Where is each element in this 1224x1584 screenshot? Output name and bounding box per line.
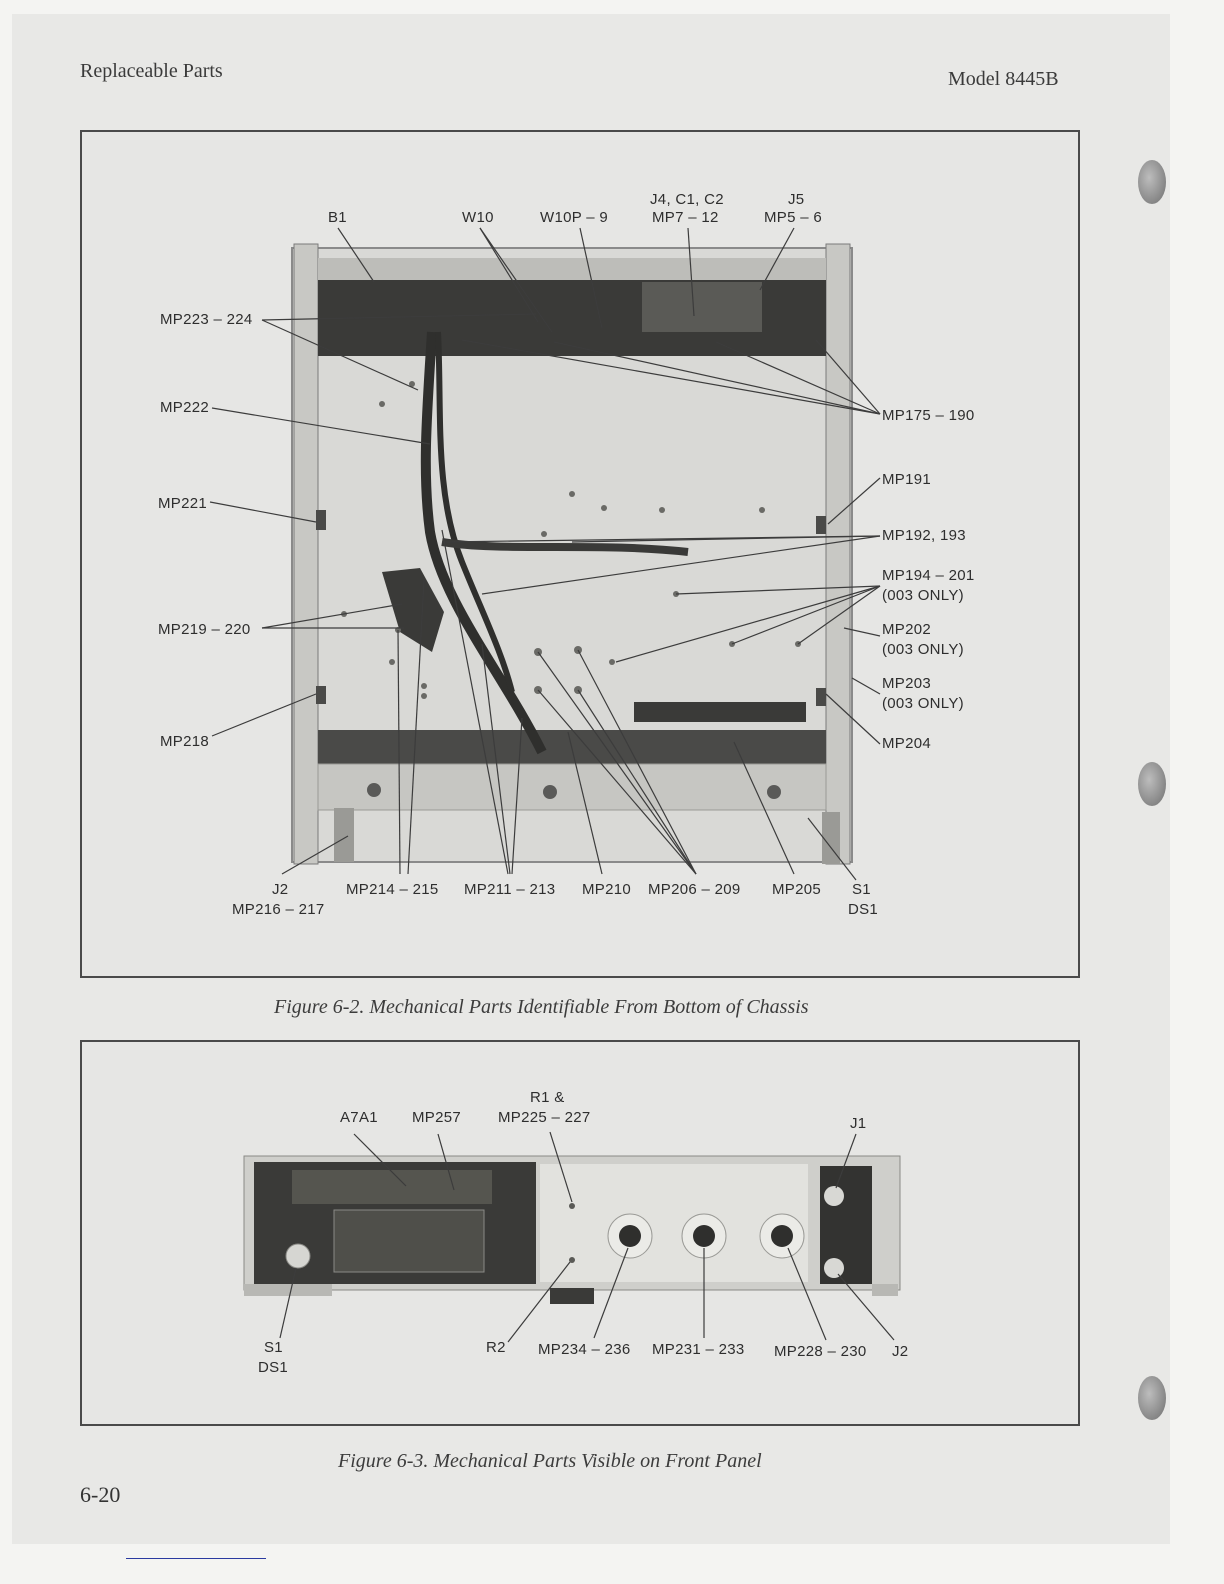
label-ds1: DS1	[258, 1359, 289, 1376]
label-w10: W10	[462, 209, 494, 226]
label-j2: J2	[892, 1343, 909, 1360]
label-mp191: MP191	[882, 471, 932, 488]
label-s1: S1	[852, 881, 871, 898]
front-panel-photo	[82, 1042, 1078, 1424]
label-r2: R2	[486, 1339, 506, 1356]
label-mp225: MP225 – 227	[498, 1109, 591, 1126]
figure-6-3-caption: Figure 6-3. Mechanical Parts Visible on Front Panel	[338, 1450, 762, 1472]
label-mp219: MP219 – 220	[158, 621, 251, 638]
label-mp5: MP5 – 6	[764, 209, 822, 226]
label-mp206: MP206 – 209	[648, 881, 741, 898]
figure-6-2-caption: Figure 6-2. Mechanical Parts Identifiable From Bottom of Chassis	[274, 996, 809, 1018]
label-mp7: MP7 – 12	[652, 209, 719, 226]
label-mp231: MP231 – 233	[652, 1341, 745, 1358]
label-mp203: MP203	[882, 675, 932, 692]
label-mp223: MP223 – 224	[160, 311, 253, 328]
label-mp216: MP216 – 217	[232, 901, 325, 918]
label-mp202: MP202	[882, 621, 932, 638]
figure-6-2-frame	[80, 130, 1080, 978]
section-header: Replaceable Parts	[80, 60, 223, 82]
label-b1: B1	[328, 209, 347, 226]
label-j5: J5	[788, 191, 805, 208]
chassis-bottom-photo	[82, 132, 1078, 976]
label-j2: J2	[272, 881, 289, 898]
label-mp202-note: (003 ONLY)	[882, 641, 964, 658]
binder-hole	[1138, 762, 1166, 806]
model-header: Model 8445B	[948, 68, 1059, 90]
label-a7a1: A7A1	[340, 1109, 378, 1126]
label-mp228: MP228 – 230	[774, 1343, 867, 1360]
label-w10p: W10P – 9	[540, 209, 608, 226]
label-r1: R1 &	[530, 1089, 565, 1106]
label-mp194-note: (003 ONLY)	[882, 587, 964, 604]
binder-hole	[1138, 1376, 1166, 1420]
label-mp211: MP211 – 213	[464, 881, 556, 898]
figure-6-3-frame	[80, 1040, 1080, 1426]
label-mp194: MP194 – 201	[882, 567, 975, 584]
page-number: 6-20	[80, 1482, 121, 1507]
label-j4-c1-c2: J4, C1, C2	[650, 191, 724, 208]
label-s1: S1	[264, 1339, 283, 1356]
label-mp192: MP192, 193	[882, 527, 966, 544]
label-mp210: MP210	[582, 881, 632, 898]
binder-hole	[1138, 160, 1166, 204]
label-mp222: MP222	[160, 399, 210, 416]
label-ds1: DS1	[848, 901, 879, 918]
label-j1: J1	[850, 1115, 867, 1132]
label-mp175: MP175 – 190	[882, 407, 975, 424]
label-mp218: MP218	[160, 733, 210, 750]
label-mp203-note: (003 ONLY)	[882, 695, 964, 712]
footer-rule	[126, 1558, 266, 1559]
label-mp204: MP204	[882, 735, 932, 752]
label-mp221: MP221	[158, 495, 208, 512]
label-mp214: MP214 – 215	[346, 881, 439, 898]
label-mp234: MP234 – 236	[538, 1341, 631, 1358]
label-mp257: MP257	[412, 1109, 462, 1126]
label-mp205: MP205	[772, 881, 822, 898]
